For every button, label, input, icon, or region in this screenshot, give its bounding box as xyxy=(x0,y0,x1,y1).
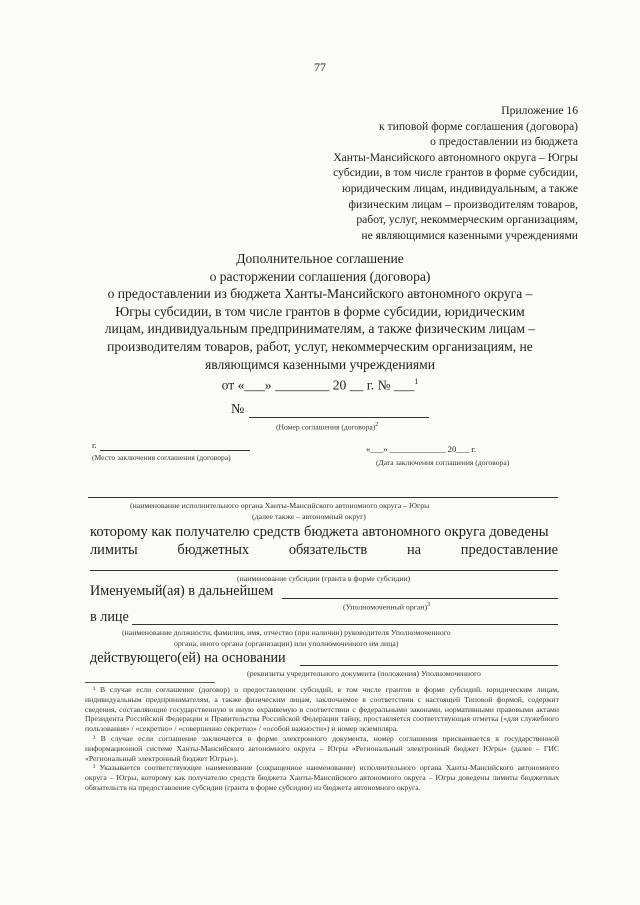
body-line-2 xyxy=(90,542,558,559)
appendix-line: субсидии, в том числе грантов в форме субсидии, xyxy=(333,166,578,180)
number-caption-ref: 2 xyxy=(375,422,379,428)
body-word: обязательств xyxy=(288,542,368,558)
appendix-header xyxy=(333,103,578,243)
person-caption-2: органа, иного органа (организации) или уполномоченного им лица) xyxy=(174,639,399,648)
conclusion-date-caption: (Дата заключения соглашения (договора) xyxy=(376,458,510,467)
title-line: лицам, индивидуальным предпринимателям, а также физическим лицам – xyxy=(104,321,536,337)
subsidy-field-line xyxy=(90,570,558,571)
authority-caption: (наименование исполнительного органа Ханты-Мансийского автономного округа – Югры xyxy=(130,501,430,510)
person-caption: (наименование должности, фамилия, имя, отчество (при наличии) руководителя Уполномоченного xyxy=(122,628,451,637)
acting-caption: (реквизиты учредительного документа (положения) Уполномоченного xyxy=(247,669,481,678)
appendix-line: работ, услуг, некоммерческим организациям, xyxy=(356,213,578,227)
named-field-line xyxy=(282,598,558,599)
person-prefix: в лице xyxy=(90,609,129,625)
footnote: ³ Указывается соответствующее наименование (сокращенное наименование) исполнительного органа Ханты-Мансийского автономного округа – Югры, которому как получателю средств бюджета Ханты-Мансийского автономного округа – Югры доведены лимиты бюджетных обязательств на предоставление субсидии (гранта в форме субсидии) из бюджета автономного округа. xyxy=(85,763,559,792)
title-line: о предоставлении из бюджета Ханты-Мансийского автономного округа – xyxy=(107,286,533,302)
body-line-1: которому как получателю средств бюджета автономного округа доведены xyxy=(90,524,549,540)
place-prefix: г. xyxy=(92,440,97,450)
appendix-line: Ханты-Мансийского автономного округа – Югры xyxy=(333,150,578,164)
footnote: ² В случае если соглашение заключается в форме электронного документа, номер соглашения присваивается в государственной информационной системе Ханты-Мансийского автономного округа – Югры «Региональный электронный бюджет Югры» (далее – ГИС «Региональный электронный бюджет Югры»). xyxy=(85,733,559,763)
place-caption: (Место заключения соглашения (договора) xyxy=(92,453,231,462)
appendix-line: не являющимися казенными учреждениями xyxy=(361,228,578,242)
date-line xyxy=(40,373,600,394)
footnotes xyxy=(85,685,559,793)
named-text: Именуемый(ая) в дальнейшем xyxy=(90,583,274,599)
title-line: Дополнительное соглашение xyxy=(236,251,404,266)
title-line: являющимся казенными учреждениями xyxy=(205,356,435,372)
title-line: о расторжении соглашения (договора) xyxy=(209,268,431,284)
acting-field-line xyxy=(300,665,558,666)
subsidy-caption: (наименование субсидии (гранта в форме субсидии) xyxy=(237,574,411,583)
appendix-line: к типовой форме соглашения (договора) xyxy=(379,119,578,133)
acting-text: действующего(ей) на основании xyxy=(90,650,286,666)
document-title xyxy=(40,250,600,394)
authority-field-line xyxy=(88,497,558,498)
title-line: производителям товаров, работ, услуг, некоммерческим организациям, не xyxy=(107,338,533,354)
number-caption-text: (Номер соглашения (договора) xyxy=(276,422,376,432)
title-line: Югры субсидии, в том числе грантов в форме субсидии, юридическим xyxy=(115,303,525,319)
footnote: ¹ В случае если соглашение (договор) о предоставлении субсидий, в том числе грантов в форме субсидий, юридическим лицам, индивидуальным предпринимателям, а также физическим лицам, заключаемое в соответствии с настоящей Типовой формой, содержит сведения, составляющие государственную и иную охраняемую в соответствии с федеральными законами, нормативными правовыми актами Президента Российской Федерации и Правительства Российской Федерации тайну, проставляется соответствующая отметка («для служебного пользования» / «секретно» / «совершенно секретно» / «особой важности») и номер экземпляра. xyxy=(85,685,559,734)
body-word: предоставление xyxy=(460,542,558,558)
appendix-line: юридическим лицам, индивидуальным, а также xyxy=(342,181,578,195)
body-word: бюджетных xyxy=(177,542,250,558)
named-caption xyxy=(343,602,430,612)
named-caption-ref: 3 xyxy=(427,602,431,608)
person-field-line xyxy=(132,624,558,625)
number-caption xyxy=(276,422,378,432)
number-sign: № xyxy=(231,402,245,417)
body-word: на xyxy=(406,542,422,558)
appendix-line: физическим лицам – производителям товаров, xyxy=(348,197,578,211)
place-field-line xyxy=(100,450,250,451)
appendix-line: о предоставлении из бюджета xyxy=(430,135,578,149)
authority-caption-2: (далее также – автономный округ) xyxy=(252,512,366,521)
footnote-separator xyxy=(85,682,215,683)
appendix-line: Приложение 16 xyxy=(501,104,578,117)
conclusion-date-line: «___» _____________ 20___ г. xyxy=(366,444,476,454)
date-text: от «___» ________ 20 __ г. № ___ xyxy=(221,377,415,393)
body-word: лимиты xyxy=(90,542,138,558)
page-number: 77 xyxy=(314,60,326,74)
date-footnote-ref: 1 xyxy=(414,377,419,387)
named-caption-text: (Уполномоченный орган) xyxy=(343,602,428,612)
number-field-line xyxy=(249,417,429,418)
